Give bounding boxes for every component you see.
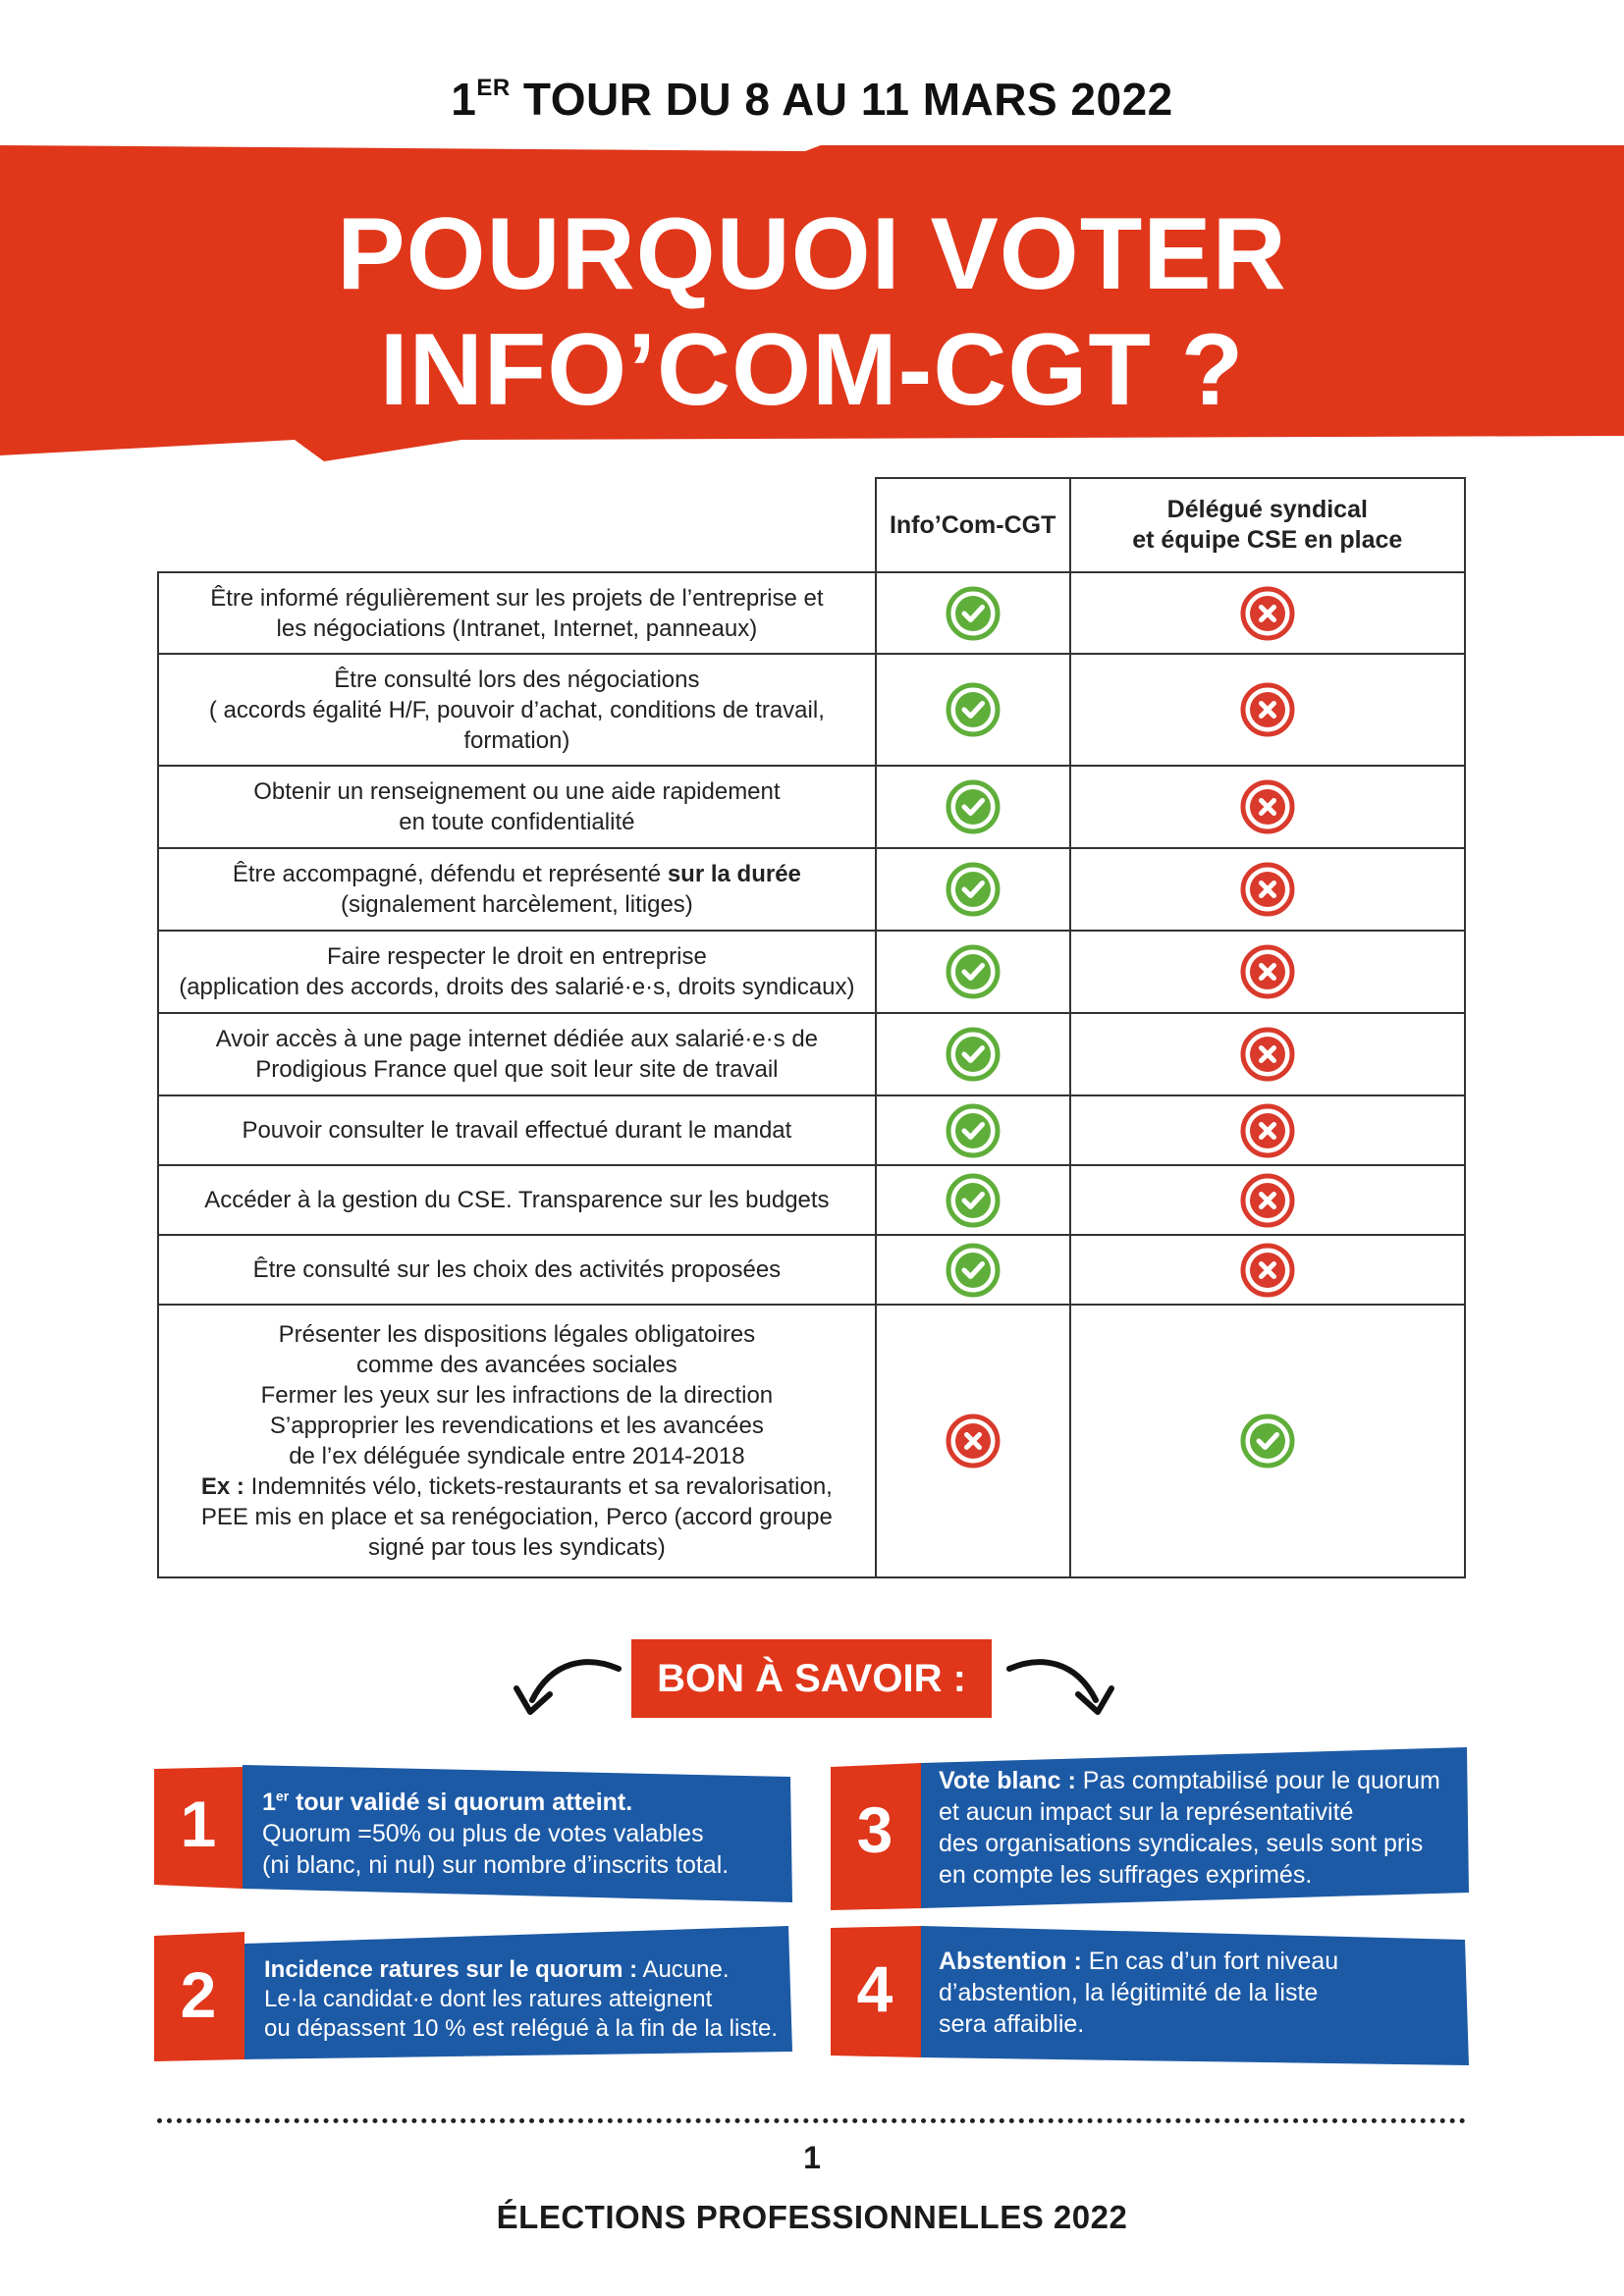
card-text — [264, 1955, 785, 2044]
criterion-line: formation) — [463, 726, 570, 754]
criterion-line: Présenter les dispositions légales obligatoires — [278, 1321, 756, 1348]
example-label: Ex : — [200, 1473, 244, 1500]
cse-cell — [1070, 1165, 1465, 1235]
table-row-last — [158, 1305, 1465, 1577]
infocom-cell — [876, 1095, 1070, 1165]
cross-icon — [1240, 682, 1295, 737]
header-cse-line-1: Délégué syndical — [1166, 496, 1368, 523]
card-line: En cas d’un fort niveau — [1081, 1948, 1339, 1975]
criterion-line: Faire respecter le droit en entreprise — [326, 943, 707, 970]
title-line-1: POURQUOI VOTER — [337, 197, 1287, 311]
table-row — [158, 1013, 1465, 1095]
table-row — [158, 1165, 1465, 1235]
infocom-cell — [876, 1235, 1070, 1305]
cross-icon — [1240, 944, 1295, 999]
card-number: 2 — [180, 1958, 217, 2031]
card-number: 1 — [180, 1788, 217, 1860]
table-row — [158, 572, 1465, 654]
table-row — [158, 848, 1465, 931]
card-line: Quorum =50% ou plus de votes valables — [262, 1820, 704, 1848]
card-number: 3 — [856, 1793, 893, 1866]
card-title: Vote blanc : — [939, 1767, 1076, 1794]
criterion-line: (signalement harcèlement, litiges) — [340, 891, 693, 918]
infocom-cell — [876, 654, 1070, 766]
cse-cell — [1070, 1235, 1465, 1305]
criterion-line: Accéder à la gestion du CSE. Transparence sur les budgets — [204, 1187, 830, 1213]
card-line: et aucun impact sur la représentativité — [939, 1798, 1354, 1826]
blank-header-cell — [158, 478, 876, 572]
card-title: tour validé si quorum atteint. — [289, 1789, 633, 1817]
cse-cell — [1070, 654, 1465, 766]
table-row — [158, 1095, 1465, 1165]
criterion-line: Prodigious France quel que soit leur site de travail — [255, 1056, 779, 1083]
card-title: Incidence ratures sur le quorum : — [264, 1956, 638, 1983]
check-icon — [946, 586, 1001, 641]
criterion-cell — [158, 848, 876, 931]
card-number: 4 — [856, 1952, 893, 2025]
criterion-line: Fermer les yeux sur les infractions de la direction — [260, 1382, 774, 1409]
card-line: Aucune. — [637, 1956, 730, 1983]
card-title: Abstention : — [939, 1948, 1082, 1975]
criterion-cell — [158, 572, 876, 654]
criterion-cell — [158, 1095, 876, 1165]
criterion-cell — [158, 654, 876, 766]
card-title-sup: er — [275, 1789, 290, 1804]
criterion-line: Pouvoir consulter le travail effectué durant le mandat — [242, 1117, 792, 1144]
header-cse — [1070, 478, 1465, 572]
cross-icon — [946, 1414, 1001, 1468]
table-row — [158, 931, 1465, 1013]
check-icon — [946, 1173, 1001, 1228]
criterion-line: S’approprier les revendications et les avancées — [269, 1413, 764, 1439]
criterion-line: comme des avancées sociales — [355, 1352, 677, 1378]
bon-a-savoir-label: BON À SAVOIR : — [631, 1639, 992, 1718]
round-dates — [0, 73, 1624, 126]
criterion-cell — [158, 1235, 876, 1305]
info-card-4 — [831, 1920, 1469, 2067]
info-card-1 — [154, 1759, 792, 1904]
curved-arrow-right-icon — [1001, 1655, 1119, 1734]
cse-cell — [1070, 931, 1465, 1013]
criterion-line: Avoir accès à une page internet dédiée aux salarié·e·s de — [215, 1026, 819, 1052]
cse-cell — [1070, 1095, 1465, 1165]
header-infocom: Info’Com-CGT — [876, 478, 1070, 572]
criterion-emphasis: sur la durée — [667, 861, 801, 887]
cross-icon — [1240, 1173, 1295, 1228]
cse-cell — [1070, 1013, 1465, 1095]
criterion-line: ( accords égalité H/F, pouvoir d’achat, conditions de travail, — [208, 696, 825, 723]
card-text — [939, 1946, 1459, 2040]
table-row — [158, 654, 1465, 766]
check-icon — [1240, 1414, 1295, 1468]
infocom-cell — [876, 1305, 1070, 1577]
criterion-cell — [158, 1013, 876, 1095]
criterion-cell — [158, 1305, 876, 1577]
footer-label: ÉLECTIONS PROFESSIONNELLES 2022 — [496, 2199, 1128, 2235]
cross-icon — [1240, 1103, 1295, 1158]
check-icon — [946, 682, 1001, 737]
criterion-line: (application des accords, droits des salarié·e·s, droits syndicaux) — [179, 974, 855, 1000]
page-number: 1 — [803, 2140, 821, 2175]
criterion-line: PEE mis en place et sa renégociation, Perco (accord groupe — [200, 1504, 833, 1530]
cross-icon — [1240, 1243, 1295, 1298]
card-line: sera affaiblie. — [939, 2010, 1085, 2038]
card-line: Pas comptabilisé pour le quorum — [1075, 1767, 1440, 1794]
table-header-row — [158, 478, 1465, 572]
title-line-2: INFO’COM-CGT ? — [379, 313, 1245, 427]
header-cse-line-2: et équipe CSE en place — [1132, 526, 1403, 554]
title-banner — [0, 145, 1624, 461]
criterion-line: en toute confidentialité — [399, 809, 635, 835]
page-title — [0, 196, 1624, 428]
round-suffix: ER — [476, 75, 511, 101]
cse-cell — [1070, 572, 1465, 654]
criterion-line: les négociations (Intranet, Internet, panneaux) — [276, 614, 758, 642]
card-line: en compte les suffrages exprimés. — [939, 1861, 1313, 1889]
cse-cell — [1070, 848, 1465, 931]
card-line: des organisations syndicales, seuls sont pris — [939, 1830, 1424, 1857]
cse-cell — [1070, 766, 1465, 848]
cross-icon — [1240, 779, 1295, 834]
criterion-line: Obtenir un renseignement ou une aide rapidement — [253, 778, 781, 805]
criterion-line: de l’ex déléguée syndicale entre 2014-2018 — [289, 1443, 745, 1469]
dotted-divider — [157, 2118, 1466, 2123]
infocom-cell — [876, 1165, 1070, 1235]
check-icon — [946, 944, 1001, 999]
infocom-cell — [876, 766, 1070, 848]
criterion-line: Être informé régulièrement sur les projets de l’entreprise et — [210, 584, 824, 612]
card-line: d’abstention, la légitimité de la liste — [939, 1979, 1319, 2006]
criterion-line: signé par tous les syndicats) — [367, 1534, 666, 1561]
round-dates-text: TOUR DU 8 AU 11 MARS 2022 — [510, 74, 1173, 125]
infocom-cell — [876, 848, 1070, 931]
check-icon — [946, 779, 1001, 834]
criterion-line: Être consulté sur les choix des activités proposées — [252, 1256, 782, 1283]
card-line: Le·la candidat·e dont les ratures atteignent — [264, 1986, 713, 2012]
card-line: ou dépassent 10 % est relégué à la fin de la liste. — [264, 2015, 779, 2042]
criterion-cell — [158, 931, 876, 1013]
info-card-2 — [154, 1926, 792, 2067]
criterion-line: Être accompagné, défendu et représenté — [232, 861, 668, 887]
infocom-cell — [876, 1013, 1070, 1095]
infocom-cell — [876, 931, 1070, 1013]
cross-icon — [1240, 1027, 1295, 1082]
criterion-cell — [158, 766, 876, 848]
cross-icon — [1240, 862, 1295, 917]
curved-arrow-left-icon — [509, 1655, 626, 1734]
check-icon — [946, 1027, 1001, 1082]
round-number: 1 — [451, 74, 477, 125]
criterion-line: Être consulté lors des négociations — [334, 666, 700, 693]
card-text — [262, 1781, 783, 1881]
criterion-cell — [158, 1165, 876, 1235]
infocom-cell — [876, 572, 1070, 654]
card-line: (ni blanc, ni nul) sur nombre d’inscrits total. — [262, 1851, 730, 1880]
card-title: 1 — [262, 1789, 276, 1817]
check-icon — [946, 1243, 1001, 1298]
table-row — [158, 1235, 1465, 1305]
cse-cell — [1070, 1305, 1465, 1577]
criterion-line: Indemnités vélo, tickets-restaurants et sa revalorisation, — [244, 1473, 833, 1500]
check-icon — [946, 1103, 1001, 1158]
table-row — [158, 766, 1465, 848]
check-icon — [946, 862, 1001, 917]
card-text — [939, 1765, 1459, 1891]
comparison-table — [157, 477, 1466, 1578]
info-card-3 — [831, 1747, 1469, 1912]
cross-icon — [1240, 586, 1295, 641]
